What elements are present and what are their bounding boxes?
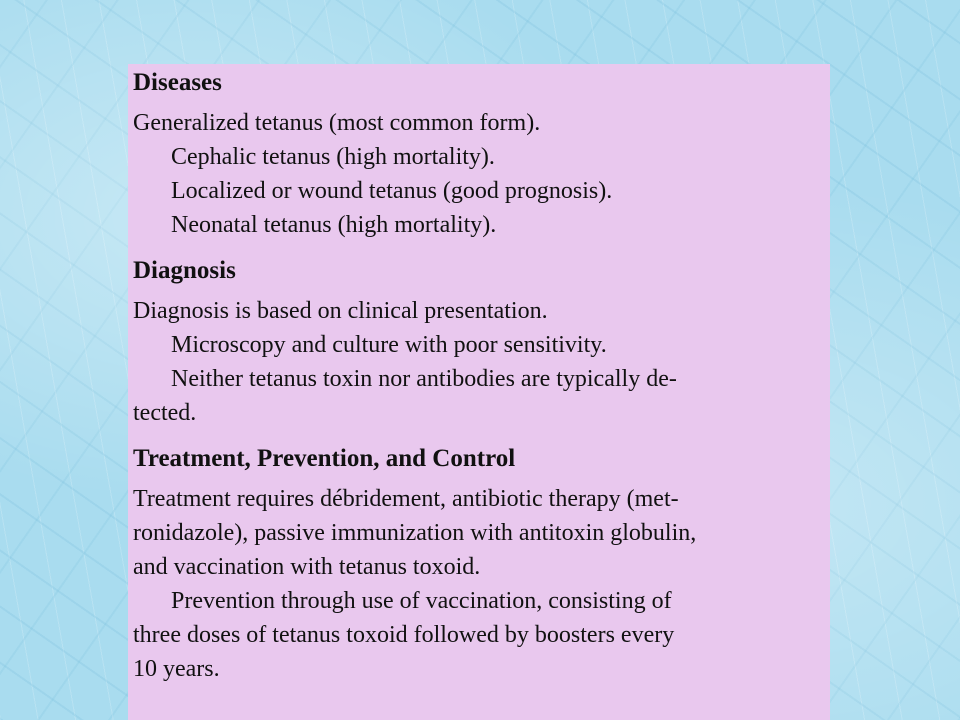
section-diseases (133, 66, 826, 242)
heading-treatment: Treatment, Prevention, and Control (133, 445, 516, 472)
diagnosis-line: tected. (133, 400, 197, 426)
diagnosis-line: Diagnosis is based on clinical presentation. (133, 298, 548, 324)
treatment-line: Treatment requires débridement, antibiotic therapy (met- (133, 486, 679, 512)
heading-diseases: Diseases (133, 69, 222, 96)
treatment-line: three doses of tetanus toxoid followed by boosters every (133, 622, 675, 648)
section-treatment (133, 442, 826, 686)
treatment-line: 10 years. (133, 656, 220, 682)
section-diagnosis (133, 254, 826, 430)
diseases-line: Cephalic tetanus (high mortality). (171, 144, 495, 170)
diseases-line: Neonatal tetanus (high mortality). (171, 212, 497, 238)
text-panel (128, 64, 830, 720)
treatment-line: ronidazole), passive immunization with antitoxin globulin, (133, 520, 697, 546)
treatment-line: and vaccination with tetanus toxoid. (133, 554, 481, 580)
heading-diagnosis: Diagnosis (133, 257, 236, 284)
treatment-line: Prevention through use of vaccination, consisting of (171, 588, 672, 614)
diseases-line: Localized or wound tetanus (good prognosis). (171, 178, 613, 204)
diagnosis-line: Neither tetanus toxin nor antibodies are typically de- (171, 366, 677, 392)
diagnosis-line: Microscopy and culture with poor sensitivity. (171, 332, 607, 358)
diseases-line: Generalized tetanus (most common form). (133, 110, 541, 136)
